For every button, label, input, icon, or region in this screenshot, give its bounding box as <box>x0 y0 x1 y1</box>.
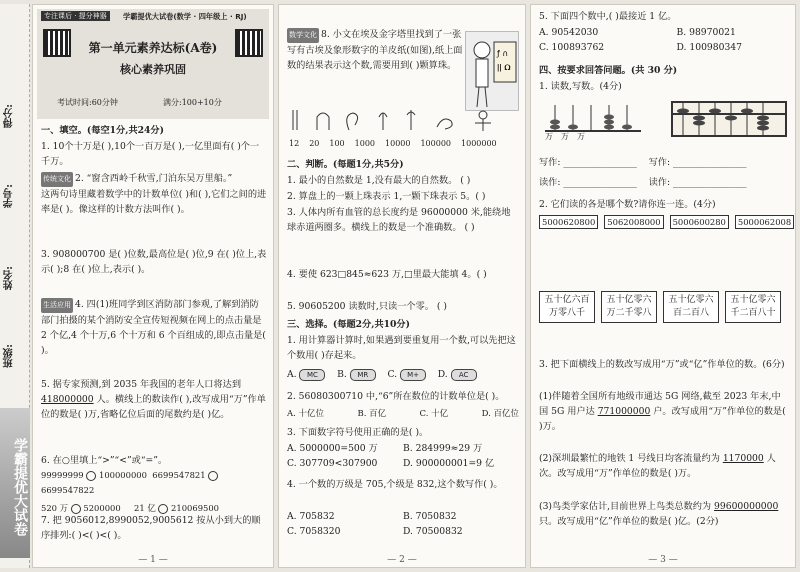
number-boxes <box>539 215 792 229</box>
compare-value: 6699547821 <box>152 470 206 480</box>
question-7: 7. 把 9056012,8990052,9005612 按从小到大的顺序排列:( )<( )<( )。 <box>41 515 261 541</box>
option[interactable]: A. 90542030 <box>539 27 599 38</box>
brand-small: 专注课后 · 提分神器 <box>41 11 110 21</box>
judge-1: 1. 最小的自然数是 1,没有最大的自然数。 ( ) <box>287 175 471 186</box>
question-8-a: 8. 小文在埃及金字塔里找到了一张写有古埃及象形数字的羊皮纸(如图),纸上面数的结果表示这个数,需要用到( )颗算珠。 <box>287 29 463 71</box>
section-choice <box>287 317 519 332</box>
choice-3-options <box>287 441 519 471</box>
compare-value: 520 万 <box>41 503 69 513</box>
compare-blank[interactable] <box>208 471 218 481</box>
choice-2-options <box>287 407 519 422</box>
compare-value: 99999999 <box>41 470 84 480</box>
abacus <box>671 101 787 137</box>
judge-3: 3. 人体内所有血管的总长度约是 96000000 米,能绕地球赤道两圈多。横线上的数是一个准确数。 ( ) <box>287 207 511 233</box>
option[interactable]: A. 705832 <box>287 511 335 522</box>
answer-3-1 <box>539 389 789 434</box>
judge-4: 4. 要使 623□845≈623 万,□里最大能填 4。( ) <box>287 269 487 280</box>
choice-4-options <box>287 509 519 539</box>
question-6-title: 6. 在○里填上“>”“<”或“=”。 <box>41 455 168 466</box>
option[interactable]: D. 百亿位 <box>481 409 519 419</box>
compare-value: 5200000 <box>83 503 121 513</box>
page-3 <box>530 4 796 568</box>
answer-3-2 <box>539 451 789 481</box>
answer-3-3-a: (3)鸟类学家估计,目前世界上鸟类总数约为 <box>539 501 712 512</box>
answer-3-3-b: 只。改写成用“亿”作单位的数是( )亿。(2分) <box>539 516 719 527</box>
binding-margin <box>0 4 30 568</box>
option[interactable]: C. 307709<307900 <box>287 458 378 469</box>
option-letter: D. <box>437 369 448 380</box>
chinese-box[interactable]: 五十亿零六百二百八 <box>663 291 719 323</box>
section-fill-in <box>41 123 267 138</box>
hiero-label: 100 <box>329 139 345 148</box>
choice-3: 3. 下面数字符号使用正确的是( )。 <box>287 427 429 438</box>
brand-title: 学霸提优大试卷(数学 · 四年级上 · RJ) <box>123 12 247 21</box>
write-row: 写作: ________________ 写作: ________________ <box>539 157 747 168</box>
choice-5-options <box>539 25 789 55</box>
compare-row-1 <box>41 468 267 498</box>
choice-5: 5. 下面四个数中,( )最接近 1 亿。 <box>539 11 677 22</box>
chinese-box[interactable]: 五十亿零六千二百八十 <box>725 291 781 323</box>
key-mr[interactable]: MR <box>350 369 376 381</box>
question-5-a: 5. 据专家预测,到 2035 年我国的老年人口将达到 <box>41 379 242 390</box>
key-ac[interactable]: AC <box>451 369 477 381</box>
section-title: 三、选择。(每题2分,共10分) <box>287 319 410 330</box>
answer-3-2-b: 人次。改写成用“万”作单位的数是( )万。 <box>539 453 776 479</box>
question-5-b: 人。横线上的数读作( ),改写成用“万”作单位的数是( )万,省略亿位后面的尾数约是( )亿。 <box>41 394 266 420</box>
page-number: — 1 — <box>138 555 168 565</box>
culture-tag: 传统文化 <box>41 172 73 187</box>
option-letter: C. <box>387 369 398 380</box>
question-6 <box>41 453 267 516</box>
page-1 <box>32 4 274 568</box>
hiero-label: 1000 <box>354 139 376 148</box>
choice-2: 2. 56080300710 中,“6”所在数位的计数单位是( )。 <box>287 391 505 402</box>
option[interactable]: C. 十亿 <box>419 409 449 419</box>
name-label: 姓名: <box>4 266 15 290</box>
answer-3-1-a: (1)伴随着全国所有地级市通达 5G 网络,截至 2023 年末,中国 5G 用户达 <box>539 391 781 417</box>
class-label: 班级: <box>4 344 15 368</box>
option[interactable]: D. 100980347 <box>676 42 742 53</box>
question-1: 1. 10个十万是( ),10个一百万是( ),一亿里面有( )个一千万。 <box>41 141 260 167</box>
answer-3-3 <box>539 499 789 529</box>
boy-illustration <box>465 31 519 111</box>
number-box[interactable]: 5062008000 <box>604 215 663 229</box>
chinese-box[interactable]: 五十亿六百万零八千 <box>539 291 595 323</box>
hieroglyph-labels <box>287 139 519 148</box>
key-mc[interactable]: MC <box>299 369 325 381</box>
answer-3-1-b: 户。改写成用“万”作单位的数是( )万。 <box>539 406 786 432</box>
number-box[interactable]: 5000620800 <box>539 215 598 229</box>
subtitle: 核心素养巩固 <box>120 63 186 76</box>
write-label: 写作: <box>648 157 671 168</box>
option[interactable]: D. 900000001=9 亿 <box>403 458 495 469</box>
chinese-box[interactable]: 五十亿零六万二千零八 <box>601 291 657 323</box>
section-title: 二、判断。(每题1分,共5分) <box>287 159 404 170</box>
write-label: 写作: <box>539 157 561 168</box>
number-box[interactable]: 5000600280 <box>670 215 729 229</box>
answer-2: 2. 它们读的各是哪个数?请你连一连。(4分) <box>539 199 716 210</box>
question-8 <box>287 27 463 73</box>
option[interactable]: D. 70500832 <box>403 526 463 537</box>
hiero-label: 12 <box>289 139 300 148</box>
answer-3-2-number: 1170000 <box>722 453 764 464</box>
hiero-label: 20 <box>309 139 320 148</box>
hiero-label: 1000000 <box>461 139 497 148</box>
unit-title: 第一单元素养达标(A卷) <box>88 41 218 55</box>
compare-blank[interactable] <box>158 504 168 514</box>
option[interactable]: A. 十亿位 <box>287 409 325 419</box>
svg-text:ǀǀ 𝛀: ǀǀ 𝛀 <box>497 63 511 72</box>
option-letter: B. <box>337 369 347 380</box>
hiero-label: 100000 <box>420 139 452 148</box>
compare-value: 6699547822 <box>41 485 95 495</box>
option[interactable]: C. 100893762 <box>539 42 605 53</box>
answer-1: 1. 读数,写数。(4分) <box>539 81 622 92</box>
read-label: 读作: <box>648 177 671 188</box>
judge-5: 5. 90605200 读数时,只读一个零。 ( ) <box>287 301 447 312</box>
compare-value: 100000000 <box>98 470 147 480</box>
read-row: 读作: ________________ 读作: ________________ <box>539 177 747 188</box>
qr-code-right <box>235 29 263 57</box>
score-label: 得分: <box>4 104 15 128</box>
hiero-label: 10000 <box>385 139 411 148</box>
exam-time: 考试时间:60分钟 <box>57 98 118 107</box>
judge-2: 2. 算盘上的一颗上珠表示 1,一颗下珠表示 5。( ) <box>287 191 486 202</box>
answer-3-2-a: (2)深圳最繁忙的地铁 1 号线日均客流量约为 <box>539 453 720 464</box>
page-number: — 3 — <box>648 555 678 565</box>
math-culture-tag: 数学文化 <box>287 28 319 43</box>
section-true-false <box>287 157 519 172</box>
student-id-label: 学号: <box>4 184 15 208</box>
svg-text:ƒ ∩: ƒ ∩ <box>497 49 509 58</box>
brand-banner: 学霸提优大试卷 <box>0 408 30 558</box>
compare-value: 21 亿 <box>134 503 156 513</box>
full-score: 满分:100+10分 <box>163 98 222 107</box>
hieroglyph-figure <box>287 105 519 153</box>
frame-units: 万万万 <box>545 132 593 141</box>
page-2 <box>278 4 526 568</box>
boy-icon <box>466 32 520 112</box>
abacus-icon <box>673 103 785 135</box>
section-title: 四、按要求回答问题。(共 30 分) <box>539 65 678 76</box>
question-2 <box>41 171 267 217</box>
key-m-plus[interactable]: M+ <box>400 369 426 381</box>
answer-3: 3. 把下面横线上的数改写成用“万”或“亿”作单位的数。(6分) <box>539 359 785 370</box>
option[interactable]: A. 5000000=500 万 <box>287 443 378 454</box>
option[interactable]: B. 7050832 <box>403 511 457 522</box>
question-2-body: 这两句诗里藏着数学中的计数单位( )和( ),它们之间的进率是( )。像这样的计数方法叫作( )。 <box>41 189 267 215</box>
qr-code-left <box>43 29 71 57</box>
question-4 <box>41 297 267 358</box>
choice-1: 1. 用计算器计算时,如果遇到要重复用一个数,可以先把这个数用( )存起来。 <box>287 335 516 361</box>
header-block <box>37 9 269 119</box>
question-2-poem: 2. “窗含西岭千秋雪,门泊东吴万里船。” <box>75 173 233 184</box>
option[interactable]: B. 284999≈29 万 <box>403 443 483 454</box>
choice-4: 4. 一个数的万级是 705,个级是 832,这个数写作( )。 <box>287 479 503 490</box>
answer-3-3-number: 99600000000 <box>714 501 779 512</box>
read-label: 读作: <box>539 177 561 188</box>
compare-blank[interactable] <box>71 504 81 514</box>
option[interactable]: B. 98970021 <box>676 27 736 38</box>
question-5 <box>41 377 267 422</box>
number-box[interactable]: 5000062008 <box>735 215 794 229</box>
counting-frame <box>543 101 643 141</box>
compare-blank[interactable] <box>86 471 96 481</box>
choice-1-options <box>287 367 519 382</box>
life-tag: 生活应用 <box>41 298 73 313</box>
option-letter: A. <box>287 369 297 380</box>
question-3: 3. 908000700 是( )位数,最高位是( )位,9 在( )位上,表示( );8 在( )位上,表示( )。 <box>41 249 267 275</box>
hieroglyph-icons <box>287 105 517 135</box>
question-5-number: 418000000 <box>41 394 94 405</box>
section-title: 一、填空。(每空1分,共24分) <box>41 125 164 136</box>
answer-3-1-number: 771000000 <box>597 406 651 417</box>
question-4-body: 4. 四(1)班同学到区消防部门参观,了解到消防部门拍摄的某个消防安全宣传短视频在网上的点击量是 2 个亿,4 个十万,6 个十万和 6 个百组成的,即点击量是( )。 <box>41 299 266 356</box>
option[interactable]: B. 百亿 <box>357 409 387 419</box>
option[interactable]: C. 7058320 <box>287 526 341 537</box>
page-number: — 2 — <box>387 555 417 565</box>
section-answer <box>539 63 789 78</box>
compare-value: 210069500 <box>171 503 220 513</box>
